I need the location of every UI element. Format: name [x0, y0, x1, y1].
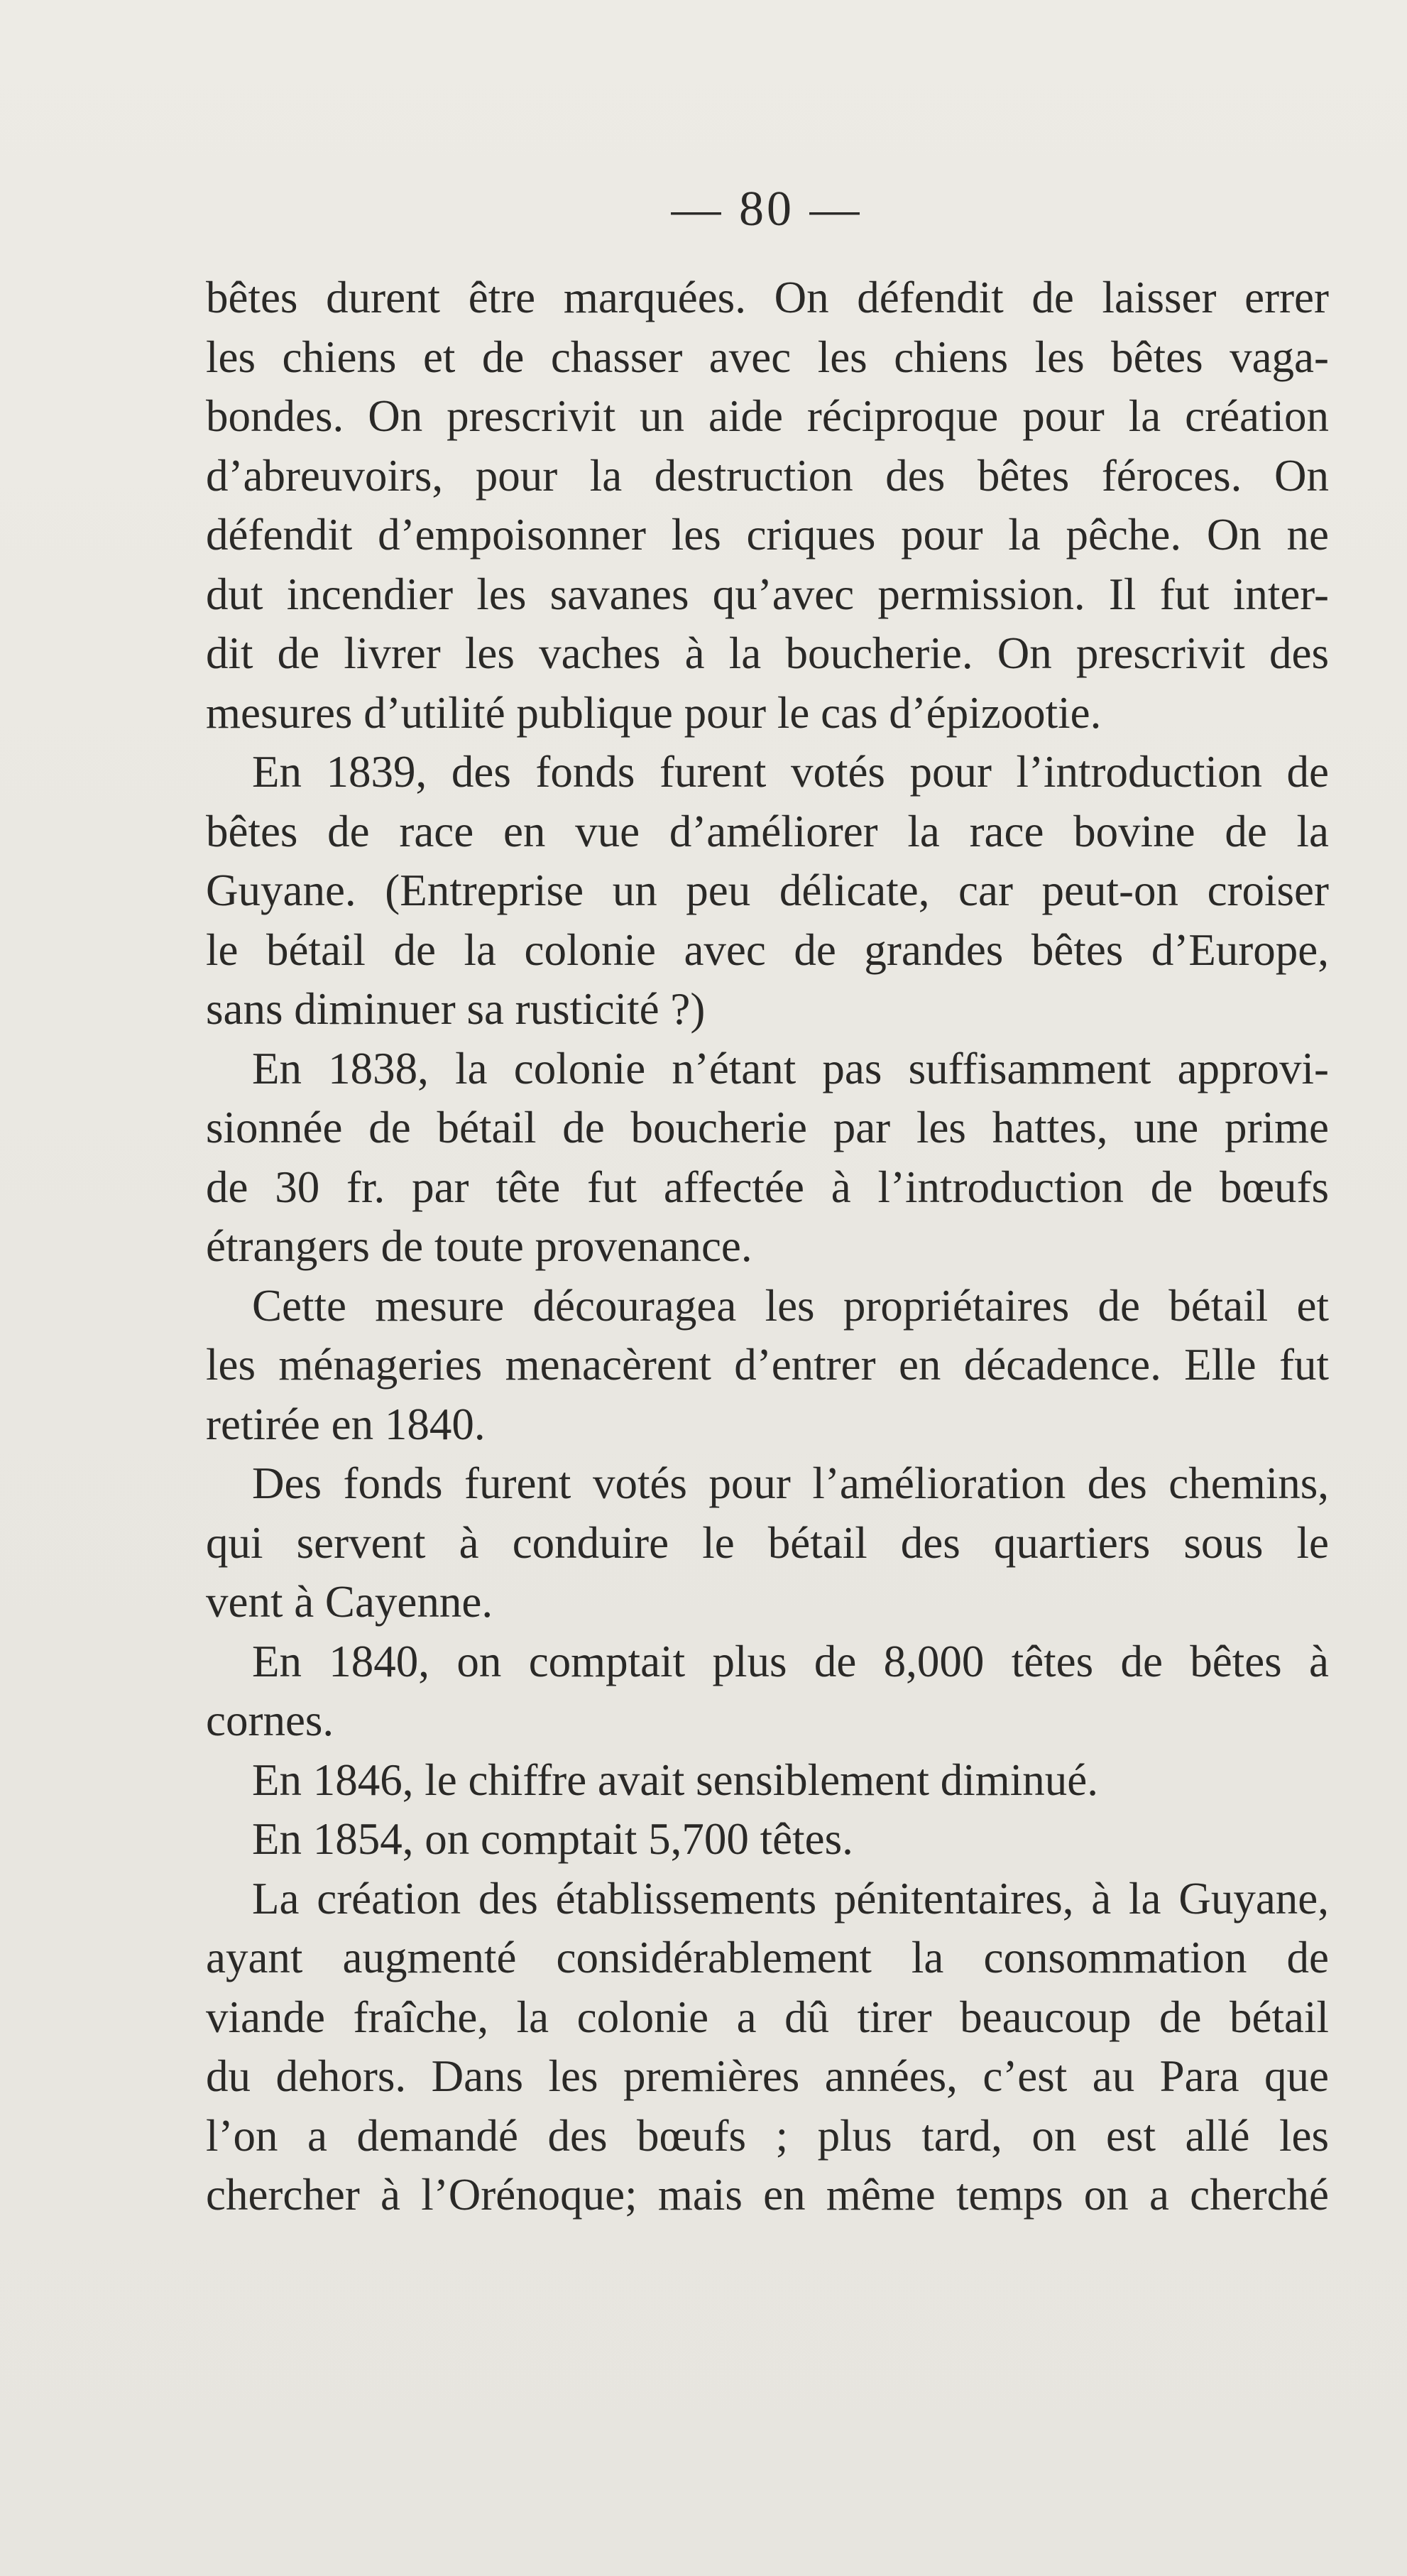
text-line: étrangers de toute provenance.: [206, 1221, 752, 1271]
text-line: le bétail de la colonie avec de grandes bêtes d’Europe,: [206, 924, 1329, 975]
text-line: mesures d’utilité publique pour le cas d’épizootie.: [206, 687, 1102, 738]
text-line: retirée en 1840.: [206, 1399, 486, 1449]
text-line: sans diminuer sa rusticité ?): [206, 984, 706, 1034]
text-line: vent à Cayenne.: [206, 1577, 493, 1627]
text-line: ayant augmenté considérablement la consommation de: [206, 1933, 1329, 1982]
text-line: bêtes de race en vue d’améliorer la race bovine de la: [206, 806, 1329, 856]
text-line: viande fraîche, la colonie a dû tirer beaucoup de bétail: [206, 1992, 1329, 2042]
text-line: En 1846, le chiffre avait sensiblement diminué.: [252, 1754, 1099, 1805]
text-line: Des fonds furent votés pour l’amélioration des chemins,: [252, 1458, 1329, 1508]
text-line: Guyane. (Entreprise un peu délicate, car peut-on croiser: [206, 866, 1329, 915]
text-line: d’abreuvoirs, pour la destruction des bêtes féroces. On: [206, 450, 1329, 501]
page-number: — 80 —: [671, 182, 863, 236]
text-line: En 1839, des fonds furent votés pour l’introduction de: [252, 747, 1329, 797]
text-line: En 1840, on comptait plus de 8,000 têtes de bêtes à: [252, 1636, 1329, 1686]
text-line: cornes.: [206, 1696, 334, 1745]
text-line: les chiens et de chasser avec les chiens les bêtes vaga-: [206, 332, 1329, 382]
text-line: En 1838, la colonie n’étant pas suffisamment approvi-: [252, 1043, 1329, 1093]
text-line: du dehors. Dans les premières années, c’est au Para que: [206, 2051, 1329, 2101]
text-line: qui servent à conduire le bétail des quartiers sous le: [206, 1517, 1329, 1568]
text-line: Cette mesure découragea les propriétaires de bétail et: [252, 1280, 1329, 1331]
text-line: défendit d’empoisonner les criques pour la pêche. On ne: [206, 510, 1329, 560]
text-line: bondes. On prescrivit un aide réciproque pour la création: [206, 391, 1329, 441]
text-line: sionnée de bétail de boucherie par les hattes, une prime: [206, 1103, 1329, 1152]
text-line: de 30 fr. par tête fut affectée à l’introduction de bœufs: [206, 1162, 1329, 1212]
text-line: En 1854, on comptait 5,700 têtes.: [252, 1814, 853, 1864]
text-line: chercher à l’Orénoque; mais en même temps on a cherché: [206, 2170, 1329, 2220]
text-line: dut incendier les savanes qu’avec permission. Il fut inter-: [206, 569, 1329, 619]
body-text: [206, 268, 1329, 2225]
text-line: La création des établissements pénitentaires, à la Guyane,: [252, 1873, 1329, 1923]
text-line: dit de livrer les vaches à la boucherie. On prescrivit des: [206, 628, 1329, 678]
text-line: l’on a demandé des bœufs ; plus tard, on est allé les: [206, 2110, 1329, 2161]
text-line: bêtes durent être marquées. On défendit de laisser errer: [206, 273, 1329, 322]
text-line: les ménageries menacèrent d’entrer en décadence. Elle fut: [206, 1340, 1329, 1390]
